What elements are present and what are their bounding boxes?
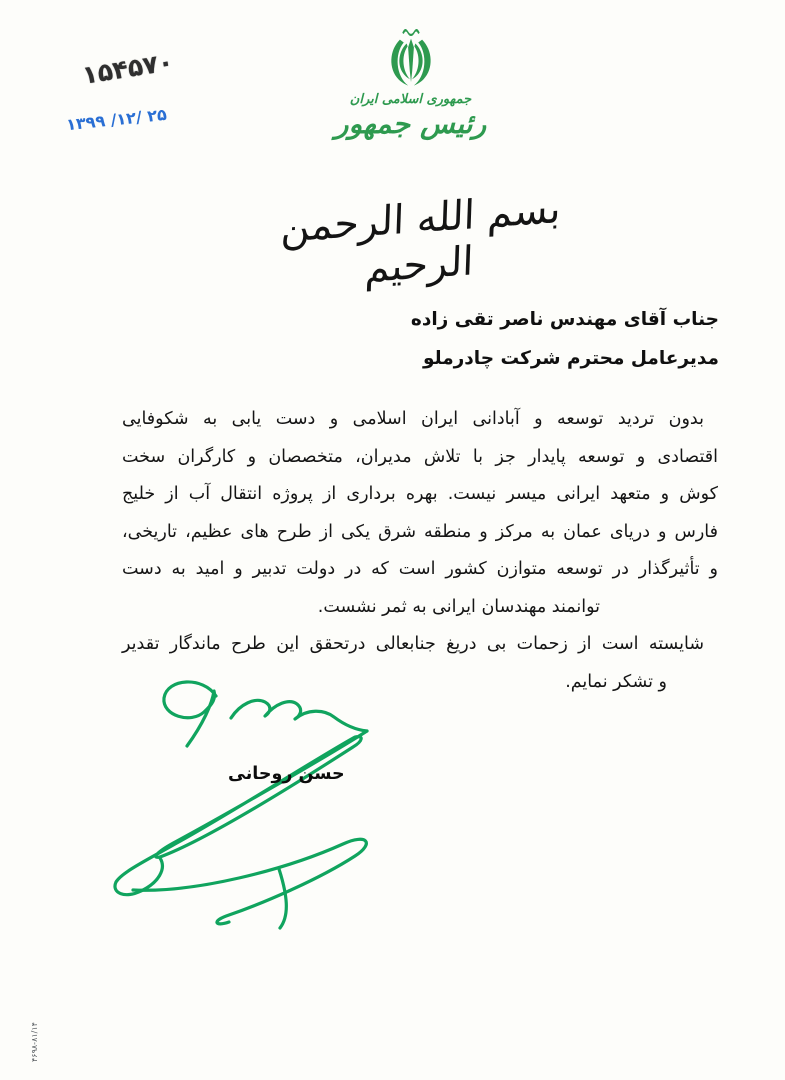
bismillah-calligraphy: بسم الله الرحمن الرحیم [280, 185, 562, 293]
signer-name: حسن روحانی [228, 764, 345, 784]
body-line: فارس و دریای عمان به مرکز و منطقه شرق یکی از طرح های عظیم، تاریخی، [122, 521, 718, 542]
body-line: کوش و متعهد ایرانی میسر نیست. بهره برداری از پروژه انتقال آب از خلیج [122, 484, 718, 504]
letterhead-office-title: رئیس جمهور [334, 109, 487, 140]
signature-ink [103, 672, 403, 930]
body-line: توانمند مهندسان ایرانی به ثمر نشست. [317, 596, 600, 617]
body-line: و تشکر نمایم. [565, 671, 667, 692]
body-line: و تأثیرگذار در توسعه متوازن کشور است که در دولت تدبیر و امید به دست [122, 559, 718, 579]
form-number: ۴۶۹۸-۸۱/۱۴ [30, 1022, 39, 1062]
iran-emblem-icon [382, 26, 440, 88]
body-line: شایسته است از زحمات بی دریغ جنابعالی درتحقق این طرح ماندگار تقدیر [122, 634, 704, 654]
letterhead-country-name: جمهوری اسلامی ایران [349, 92, 472, 107]
body-line: بدون تردید توسعه و آبادانی ایران اسلامی و دست یابی به شکوفایی [122, 409, 704, 429]
recipient-name-line: جناب آقای مهندس ناصر تقی زاده [410, 309, 719, 330]
date-stamp: ۱۳۹۹ /۱۲/ ۲۵ [65, 104, 168, 135]
recipient-block [120, 300, 719, 378]
letter-body [122, 401, 718, 701]
signature-scribble-icon [103, 672, 403, 930]
recipient-title-line: مدیرعامل محترم شرکت چادرملو [423, 348, 719, 369]
registration-number-stamp: ۱۵۴۵۷۰ [80, 47, 176, 90]
body-line: اقتصادی و توسعه پایدار جز با تلاش مدیران، متخصصان و کارگران سخت [122, 446, 718, 467]
